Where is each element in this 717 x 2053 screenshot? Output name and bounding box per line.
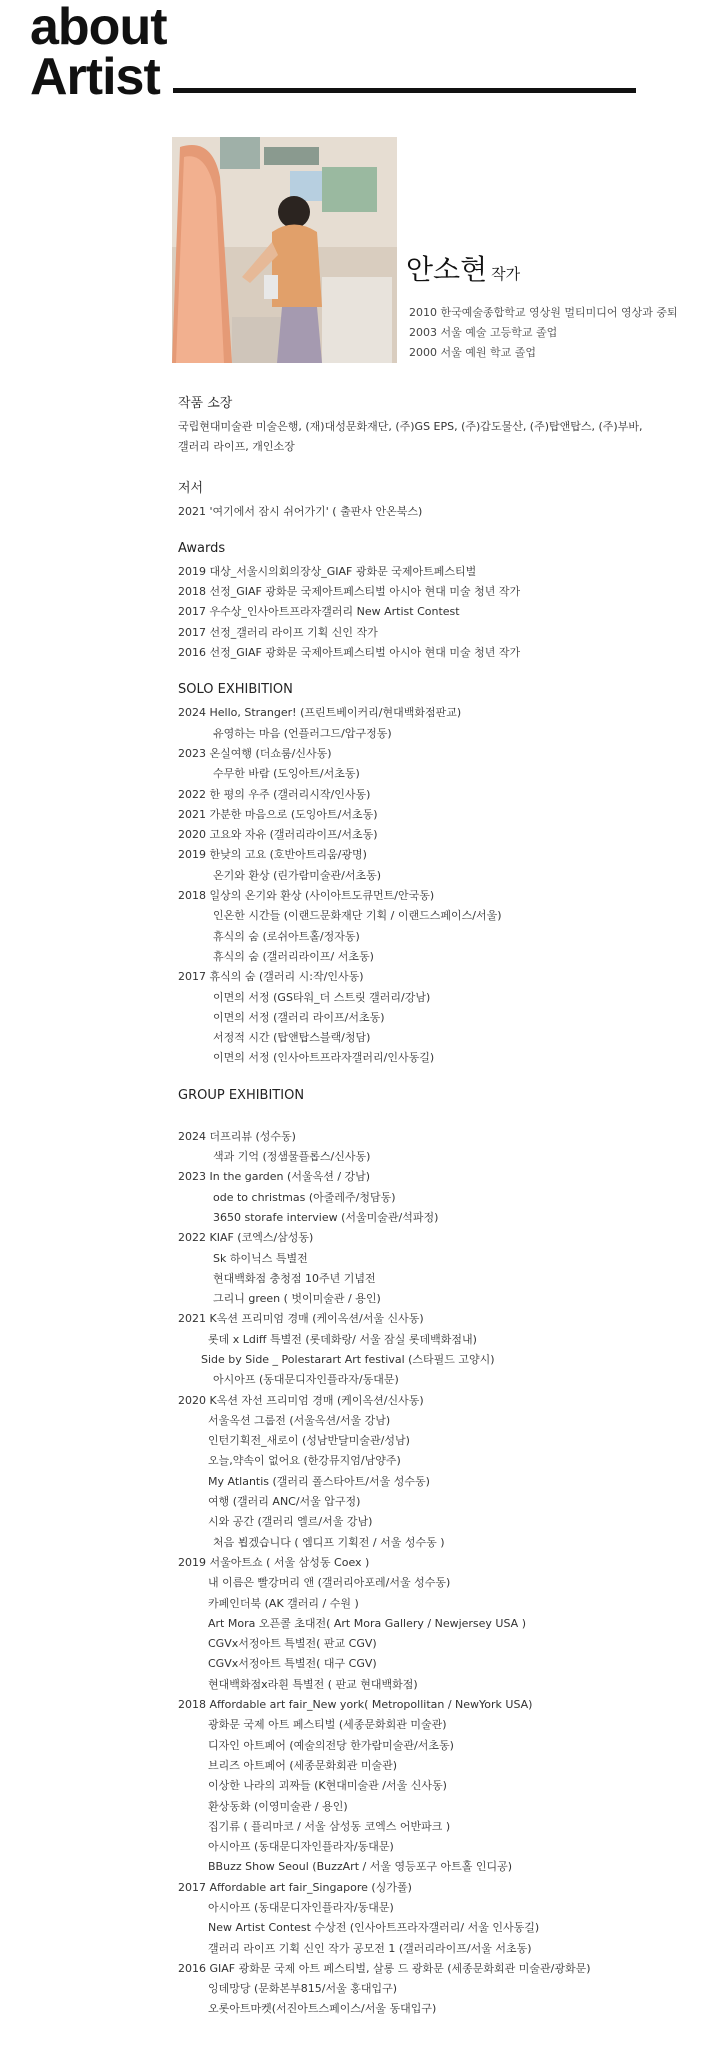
collection-line: 갤러리 라이프, 개인소장 [178,440,295,454]
group-exhibition-item: 여행 (갤러리 ANC/서울 압구정) [208,1495,361,1509]
group-exhibition-item: 2024 더프리뷰 (성수동) [178,1129,296,1143]
group-exhibition-item: 2022 KIAF (코엑스/삼성동) [178,1231,314,1245]
section-title: 작품 소장 [178,396,233,411]
solo-exhibition-item: 온기와 환상 (린가람미술관/서초동) [213,868,382,882]
section-title: SOLO EXHIBITION [178,682,293,698]
group-exhibition-item: CGVx서정아트 특별전( 대구 CGV) [208,1657,377,1671]
solo-exhibition-item: 수무한 바람 (도잉아트/서초동) [213,767,360,781]
group-exhibition-item: Side by Side _ Polestarart Art festival (스타필드 고양시) [201,1352,495,1366]
group-section [178,1088,698,2020]
collection-section [178,392,698,458]
group-exhibition-item: 인턴기획전_새로이 (성남반달미술관/성남) [208,1434,410,1448]
section-title: 저서 [178,480,204,496]
group-exhibition-item: 색과 기억 (정샘물플롭스/신사동) [213,1150,371,1164]
books-section [178,477,698,522]
group-exhibition-item: 롯데 x Ldiff 특별전 (롯데화랑/ 서울 잠실 롯데백화점내) [208,1332,477,1346]
solo-exhibition-item: 2019 한낮의 고요 (호반아트리움/광명) [178,848,367,862]
group-exhibition-item: My Atlantis (갤러리 폴스타아트/서울 성수동) [208,1474,430,1488]
group-exhibition-item: 3650 storafe interview (서울미술관/석파정) [213,1210,439,1224]
solo-exhibition-item: 휴식의 숨 (갤러리라이프/ 서초동) [213,949,374,963]
group-exhibition-item: Art Mora 오픈콜 초대전( Art Mora Gallery / Newjersey USA ) [208,1616,526,1630]
artist-title: 작가 [491,265,521,283]
awards-section [178,541,698,663]
group-exhibition-item: 아시아프 (동대문디자인플라자/동대문) [208,1901,394,1914]
award-item: 2016 선정_GIAF 광화문 국제아트페스티벌 아시아 현대 미술 청년 작가 [178,646,521,660]
section-title: GROUP EXHIBITION [178,1087,305,1103]
group-exhibition-list [178,1127,698,2020]
cv-content [178,392,698,2039]
solo-exhibition-item: 2021 가분한 마음으로 (도잉아트/서초동) [178,807,378,821]
group-exhibition-item: 서울옥션 그룹전 (서울옥션/서울 강남) [208,1413,391,1427]
solo-section [178,682,698,1068]
group-exhibition-item: 2017 Affordable art fair_Singapore (싱가폴) [178,1880,412,1894]
group-exhibition-item: 디자인 아트페어 (예술의전당 한가람미술관/서초동) [208,1738,454,1752]
group-exhibition-item: 현대백화점x라흰 특별전 ( 판교 현대백화점) [208,1677,418,1691]
group-exhibition-item: CGVx서정아트 특별전( 판교 CGV) [208,1637,377,1651]
education-list [409,303,678,363]
group-exhibition-item: 2016 GIAF 광화문 국제 아트 페스티벌, 살롱 드 광화문 (세종문화회관 미술관/광화문) [178,1961,591,1975]
solo-exhibition-item: 2020 고요와 자유 (갤러리라이프/서초동) [178,828,378,842]
group-exhibition-item: 아시아프 (동대문디자인플라자/동대문) [213,1373,399,1387]
solo-exhibition-item: 인온한 시간들 (이랜드문화재단 기획 / 이랜드스페이스/서울) [213,909,502,923]
group-exhibition-item: 내 이름은 빨강머리 앤 (갤러리아포레/서울 성수동) [208,1576,451,1590]
group-exhibition-item: 브리즈 아트페어 (세종문화회관 미술관) [208,1758,398,1772]
solo-exhibition-item: 2023 온실여행 (더쇼룸/신사동) [178,746,332,760]
solo-exhibition-item: 2022 한 평의 우주 (갤러리시작/인사동) [178,787,371,801]
group-exhibition-item: 오늘,약속이 없어요 (한강뮤지엄/남양주) [208,1454,401,1468]
award-item: 2019 대상_서울시의회의장상_GIAF 광화문 국제아트페스티벌 [178,564,477,578]
group-exhibition-item: 그리니 green ( 벗이미술관 / 용인) [213,1292,381,1306]
group-exhibition-item: 집기류 ( 플리마코 / 서울 삼성동 코엑스 어반파크 ) [208,1819,451,1833]
group-exhibition-item: 잉데망당 (문화본부815/서울 홍대입구) [208,1982,398,1996]
group-exhibition-item: 2018 Affordable art fair_New york( Metropollitan / NewYork USA) [178,1698,533,1712]
solo-exhibition-item: 2024 Hello, Stranger! (프린트베이커리/현대백화점판교) [178,706,462,720]
group-exhibition-item: 환상동화 (이영미술관 / 용인) [208,1799,348,1813]
artist-photo [172,137,397,363]
group-exhibition-item: 광화문 국제 아트 페스티벌 (세종문화회관 미술관) [208,1718,447,1732]
solo-exhibition-item: 휴식의 숨 (로쉬아트홀/정자동) [213,929,360,943]
solo-exhibition-item: 이면의 서정 (GS타워_더 스트릿 갤러리/강남) [213,990,431,1004]
group-exhibition-item: 2023 In the garden (서울옥션 / 강남) [178,1170,371,1184]
education-item: 2003 서울 예술 고등학교 졸업 [409,326,558,339]
education-item: 2010 한국예술종합학교 영상원 멀티미디어 영상과 중퇴 [409,306,678,319]
group-exhibition-item: Sk 하이닉스 특별전 [213,1251,308,1265]
solo-exhibition-item: 2017 휴식의 숨 (갤러리 시:작/인사동) [178,970,364,984]
award-item: 2017 선정_갤러리 라이프 기획 신인 작가 [178,625,378,639]
solo-exhibition-item: 유영하는 마음 (언플러그드/압구정동) [213,726,392,740]
group-exhibition-item: 처음 뵙겠습니다 ( 엠디프 기획전 / 서울 성수동 ) [213,1535,445,1549]
heading-line-2: Artist [30,48,160,106]
solo-exhibition-item: 이면의 서정 (갤러리 라이프/서초동) [213,1010,385,1024]
group-exhibition-item: BBuzz Show Seoul (BuzzArt / 서울 영등포구 아트홀 인디공) [208,1860,512,1874]
collection-line: 국립현대미술관 미술은행, (재)대성문화재단, (주)GS EPS, (주)갑도물산, (주)탑앤탑스, (주)부바, [178,420,643,433]
group-exhibition-item: New Artist Contest 수상전 (인사아트프라자갤러리/ 서울 인사동길) [208,1921,540,1935]
group-exhibition-item: 2020 K옥션 자선 프리미엄 경매 (케이옥션/신사동) [178,1393,424,1407]
about-artist-heading [30,0,167,106]
section-title: Awards [178,540,226,556]
group-exhibition-item: 아시아프 (동대문디자인플라자/동대문) [208,1840,394,1854]
artist-name [406,248,520,288]
award-item: 2018 선정_GIAF 광화문 국제아트페스티벌 아시아 현대 미술 청년 작가 [178,585,521,599]
group-exhibition-item: ode to christmas (아줄레주/청담동) [213,1190,396,1204]
group-exhibition-item: 2021 K옥션 프리미엄 경매 (케이옥션/서울 신사동) [178,1312,424,1326]
book-line: 2021 '여기에서 잠시 쉬어가기' ( 출판사 안온북스) [178,504,423,518]
heading-rule [173,88,636,93]
solo-exhibition-list [178,703,698,1068]
group-exhibition-item: 갤러리 라이프 기획 신인 작가 공모전 1 (갤러리라이프/서울 서초동) [208,1941,532,1955]
artist-name-text: 안소현 [406,253,488,286]
group-exhibition-item: 시와 공간 (갤러리 엘르/서울 강남) [208,1515,373,1529]
solo-exhibition-item: 2018 일상의 온기와 환상 (사이아트도큐먼트/안국동) [178,889,435,903]
award-item: 2017 우수상_인사아트프라자갤러리 New Artist Contest [178,605,460,619]
solo-exhibition-item: 서정적 시간 (탑앤탑스블랙/청담) [213,1031,371,1045]
group-exhibition-item: 2019 서울아트쇼 ( 서울 삼성동 Coex ) [178,1555,370,1569]
awards-list [178,562,698,663]
group-exhibition-item: 카페인더북 (AK 갤러리 / 수원 ) [208,1596,359,1610]
solo-exhibition-item: 이면의 서정 (인사아트프라자갤러리/인사동길) [213,1051,435,1065]
group-exhibition-item: 오롯아트마켓(서진아트스페이스/서울 동대입구) [208,2002,437,2016]
education-item: 2000 서울 예원 학교 졸업 [409,346,536,359]
heading-line-1: about [30,0,167,56]
group-exhibition-item: 현대백화점 충청점 10주년 기념전 [213,1271,376,1285]
group-exhibition-item: 이상한 나라의 괴짜들 (K현대미술관 /서울 신사동) [208,1779,447,1793]
